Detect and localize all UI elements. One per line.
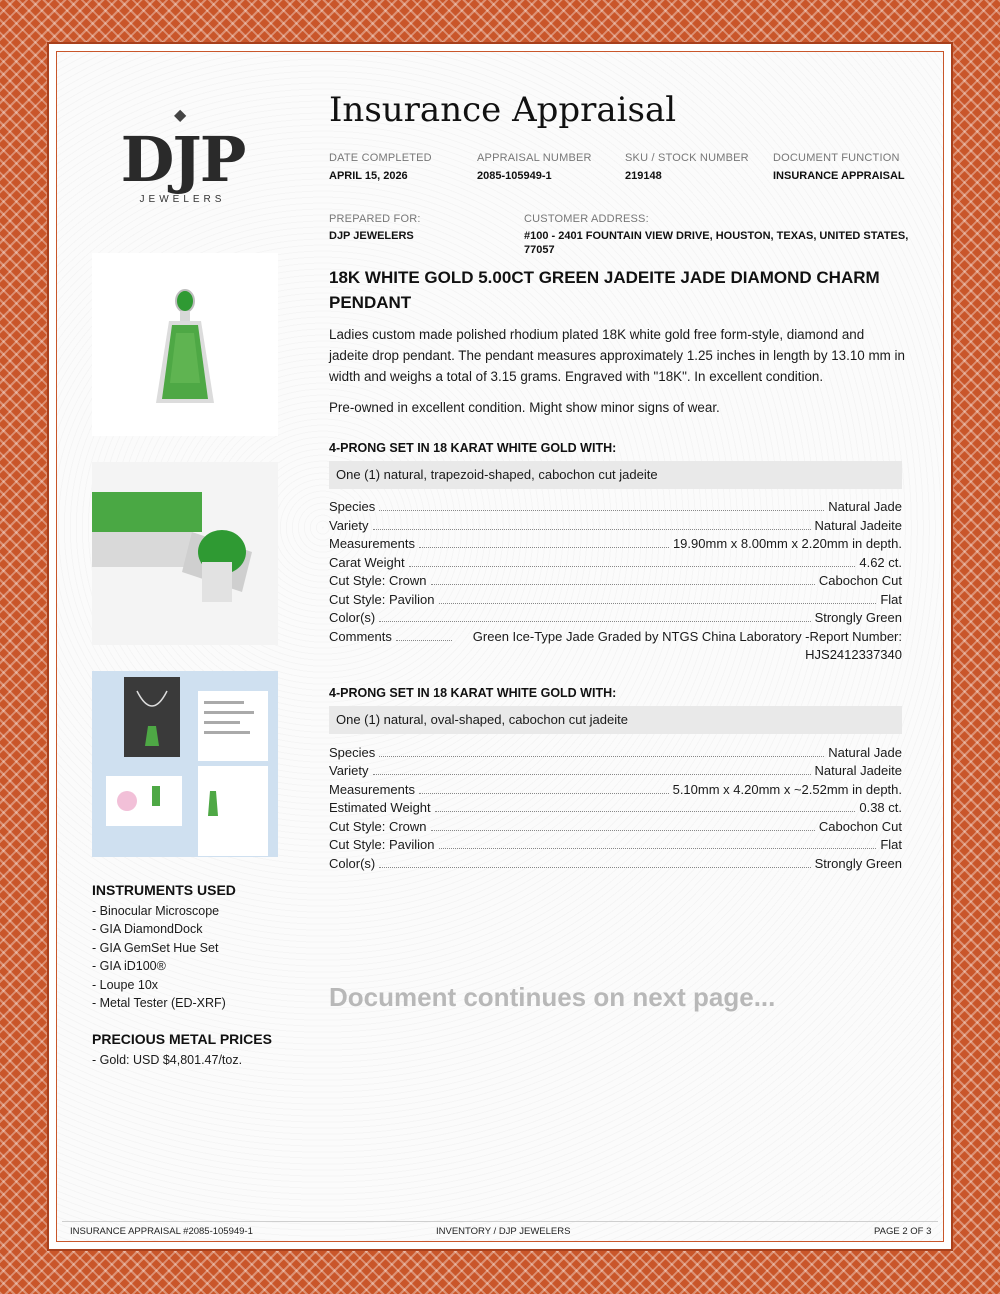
meta-label-date: DATE COMPLETED [329,152,432,164]
dot-leader [379,609,810,622]
item-description [329,324,909,387]
spec-key: Species [329,499,376,514]
spec-key: Color(s) [329,856,376,871]
spec-key: Measurements [329,536,415,551]
comments-label: Comments [329,629,392,644]
spec-value: Flat [880,592,902,607]
comments-line2: HJS2412337340 [805,647,902,662]
dot-leader [379,744,824,757]
spec-key: Species [329,745,376,760]
instrument-item: - GIA iD100® [92,959,166,973]
pendant-photo-side [92,462,278,645]
spec-value: Natural Jadeite [814,763,902,778]
item-title-line2: PENDANT [329,293,412,312]
customer-address-label: CUSTOMER ADDRESS: [524,213,649,225]
instrument-item: - Metal Tester (ED-XRF) [92,996,226,1010]
instruments-heading: INSTRUMENTS USED [92,882,236,898]
metal-price-item: - Gold: USD $4,801.47/toz. [92,1053,243,1067]
spec-key: Estimated Weight [329,800,431,815]
logo-letters: DJP [120,123,245,196]
spec-row [329,609,902,627]
meta-label-sku: SKU / STOCK NUMBER [625,152,749,164]
spec-row [329,572,902,590]
spec-row [329,781,902,799]
page-title: Insurance Appraisal [329,90,677,130]
dot-leader [373,517,811,530]
footer-center: INVENTORY / DJP JEWELERS [436,1226,571,1237]
spec-key: Cut Style: Pavilion [329,837,435,852]
meta-label-function: DOCUMENT FUNCTION [773,152,900,164]
spec-value: 0.38 ct. [859,800,902,815]
spec-key: Cut Style: Crown [329,819,427,834]
djp-logo [105,105,260,210]
spec-value: Cabochon Cut [818,573,902,588]
spec-row [329,818,902,836]
dot-leader [379,855,810,868]
item-title-line1: 18K WHITE GOLD 5.00CT GREEN JADEITE JADE DIAMOND CHARM [329,268,880,287]
spec-row [329,535,902,553]
instrument-item: - GIA GemSet Hue Set [92,941,219,955]
spec-key: Color(s) [329,610,376,625]
dot-leader [439,591,877,604]
dot-leader [419,781,669,794]
spec-value: 5.10mm x 4.20mm x ~2.52mm in depth. [672,782,902,797]
prepared-for-value: DJP JEWELERS [329,230,414,242]
spec-row [329,762,902,780]
item-title [329,265,909,315]
instrument-item: - GIA DiamondDock [92,922,203,936]
prepared-for-label: PREPARED FOR: [329,213,421,225]
spec-row [329,517,902,535]
dot-leader [431,818,815,831]
spec-row [329,498,902,516]
meta-value-appraisal: 2085-105949-1 [477,170,552,182]
spec-value: 19.90mm x 8.00mm x 2.20mm in depth. [672,536,902,551]
customer-address-line1: #100 - 2401 FOUNTAIN VIEW DRIVE, HOUSTON, TEXAS, UNITED STATES, [524,230,909,242]
dot-leader [396,628,452,641]
stone2-summary: One (1) natural, oval-shaped, cabochon cut jadeite [329,706,902,734]
condition-note: Pre-owned in excellent condition. Might show minor signs of wear. [329,400,720,415]
pendant-photo-front [92,253,278,436]
comments-value [462,628,902,664]
spec-value: Cabochon Cut [818,819,902,834]
meta-value-sku: 219148 [625,170,662,182]
spec-key: Measurements [329,782,415,797]
dot-leader [379,498,824,511]
customer-address-line2: 77057 [524,244,555,256]
spec-value: Natural Jade [828,745,902,760]
spec-key: Cut Style: Pavilion [329,592,435,607]
instrument-item: - Binocular Microscope [92,904,220,918]
dot-leader [431,572,815,585]
spec-row [329,855,902,873]
spec-value: Strongly Green [814,856,902,871]
meta-value-date: APRIL 15, 2026 [329,170,408,182]
dot-leader [439,836,877,849]
stone2-heading: 4-PRONG SET IN 18 KARAT WHITE GOLD WITH: [329,686,617,700]
dot-leader [419,535,669,548]
spec-row [329,744,902,762]
spec-row [329,554,902,572]
spec-row [329,591,902,609]
item-description-line3: width and weighs a total of 3.15 grams. Engraved with "18K". In excellent condition. [329,369,824,384]
spec-row [329,836,902,854]
footer-divider [62,1221,938,1222]
spec-value: Strongly Green [814,610,902,625]
item-description-line1: Ladies custom made polished rhodium plated 18K white gold free form-style, diamond and [329,327,865,342]
footer-right: PAGE 2 OF 3 [874,1226,932,1237]
diamond-icon: ◆ [174,107,187,124]
footer-left: INSURANCE APPRAISAL #2085-105949-1 [70,1226,253,1237]
logo-subtitle: JEWELERS [139,194,226,205]
stone1-summary: One (1) natural, trapezoid-shaped, cabochon cut jadeite [329,461,902,489]
meta-label-appraisal: APPRAISAL NUMBER [477,152,592,164]
meta-value-function: INSURANCE APPRAISAL [773,170,905,182]
spec-key: Carat Weight [329,555,405,570]
comments-line1: Green Ice-Type Jade Graded by NTGS China Laboratory -Report Number: [472,629,902,644]
stone1-comments [329,628,902,664]
dot-leader [409,554,856,567]
certificate-photo [92,671,278,857]
spec-value: 4.62 ct. [859,555,902,570]
continues-notice: Document continues on next page... [329,982,776,1012]
spec-row [329,799,902,817]
stone1-heading: 4-PRONG SET IN 18 KARAT WHITE GOLD WITH: [329,441,617,455]
instrument-item: - Loupe 10x [92,978,159,992]
item-description-line2: jadeite drop pendant. The pendant measures approximately 1.25 inches in length by 13.10 mm in [329,348,905,363]
dot-leader [435,799,856,812]
dot-leader [373,762,811,775]
metal-prices-heading: PRECIOUS METAL PRICES [92,1031,272,1047]
spec-key: Cut Style: Crown [329,573,427,588]
spec-key: Variety [329,518,369,533]
spec-value: Natural Jade [828,499,902,514]
spec-value: Flat [880,837,902,852]
spec-value: Natural Jadeite [814,518,902,533]
spec-key: Variety [329,763,369,778]
